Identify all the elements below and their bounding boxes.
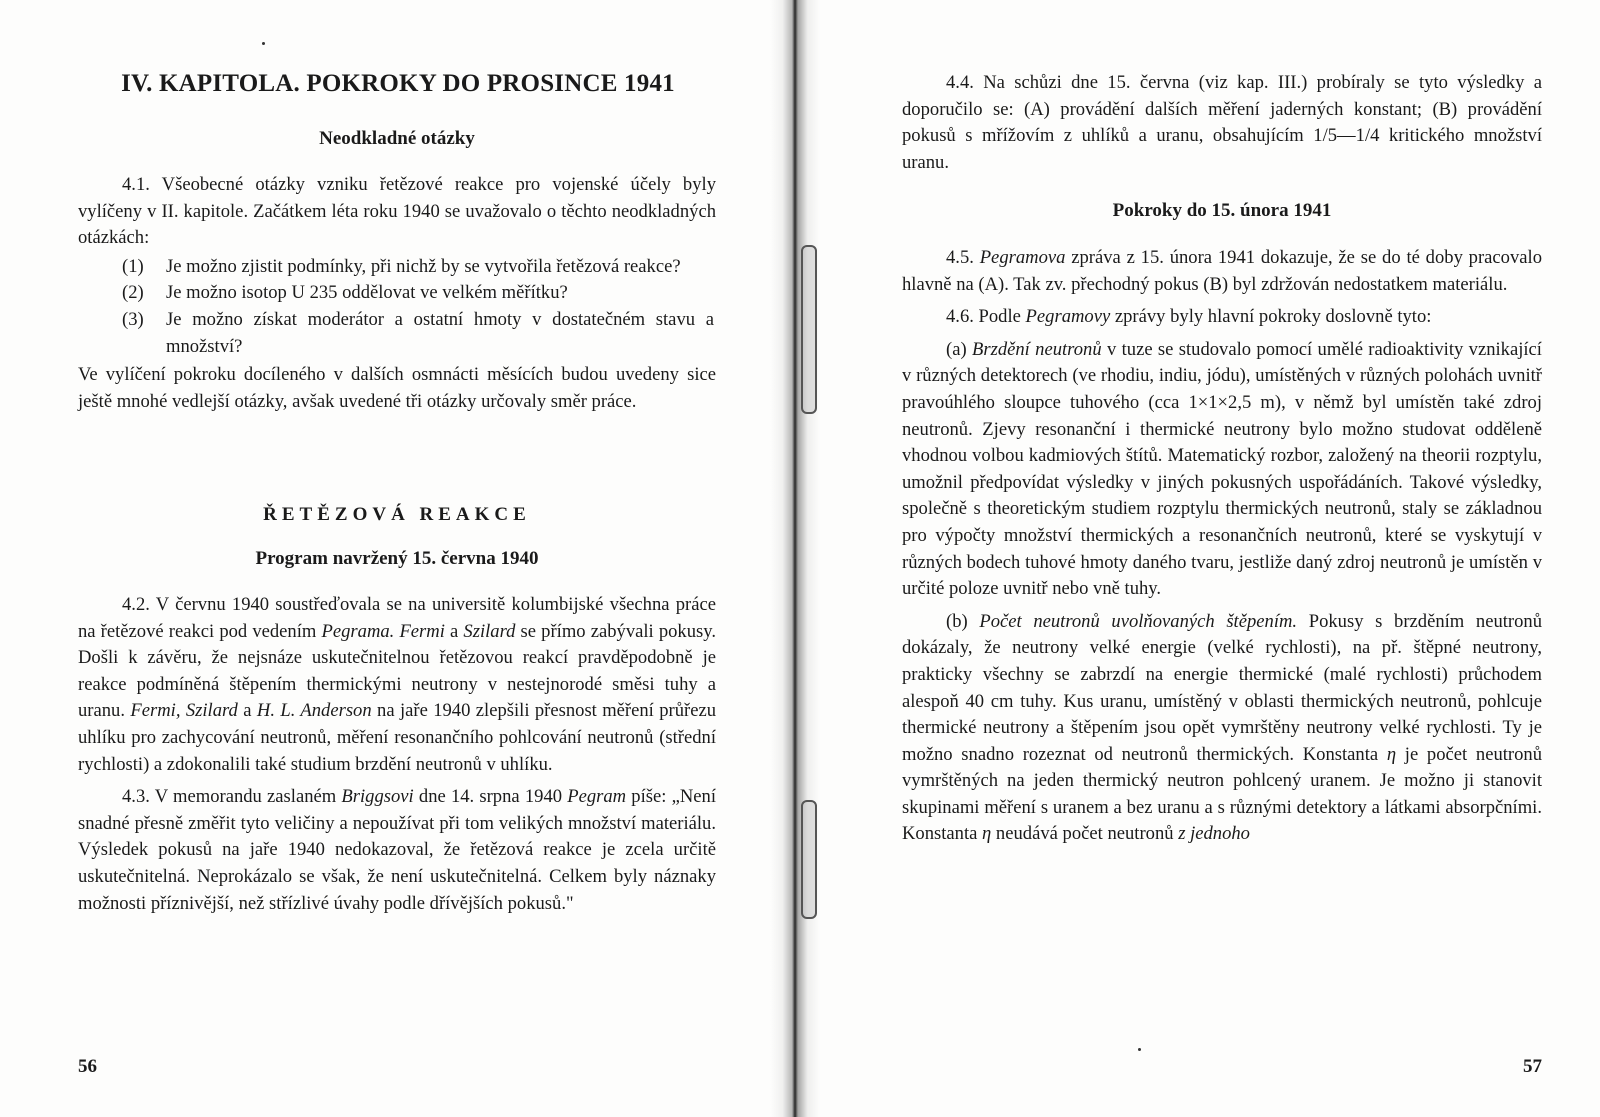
name-szilard: Szilard [463, 620, 516, 642]
text-run: 4.2. V červnu 1940 soustřeďovala se na universitě kolumbijské všechna práce na řetězové reakci pod vedením [78, 594, 716, 642]
item-label: (b) [946, 610, 980, 632]
text-run: v tuze se studovalo pomocí umělé radioaktivity vznikající v různých detektorech (ve rhodiu, indiu, jódu), umístěných v různých polohách uvnitř pravoúhlého sloupce tuhového (cca 1×1×2,5 m), v němž byl umístěn také zdroj neutronů. Zjevy resonanční i thermické neutrony bylo možno studovat odděleně vhodnou volbou kadmiových štítů. Matematický rozbor, založený na theorii rozptylu, umožnil předpovídat výsledky v jiných pokusných uspořádáních. Takové výsledky, společně s theoretickým studiem rozptylu thermických neutronů, staly se základnou pro výpočty množství thermických a resonančních neutronů, které se vyskytují v různých bodech tuhové hmoty daného tvaru, jestliže daný zdroj neutronů je umístěn v určité poloze uvnitř nebo vně tuhy. [902, 338, 1542, 600]
book-gutter [770, 0, 820, 1117]
page-number-right: 57 [1523, 1056, 1542, 1077]
question-number: (1) [122, 255, 144, 277]
name-fermi-szilard: Fermi, Szilard [130, 700, 238, 722]
paragraph-summary: Ve vylíčení pokroku docíleného v dalších osmnácti měsících budou uvedeny sice ještě mnohé vedlejší otázky, avšak uvedené tři otázky určovaly směr práce. [78, 364, 716, 412]
paragraph-4-5 [902, 245, 1542, 298]
text-run: neudává počet neutronů [991, 823, 1179, 845]
text-run-tail: z jednoho [1178, 823, 1250, 845]
paragraph-4-1: 4.1. Všeobecné otázky vzniku řetězové reakce pro vojenské účely byly vylíčeny v II. kapitole. Začátkem léta roku 1940 se uvažovalo o těchto neodkladných otázkách: [78, 174, 716, 249]
text-run: zprávy byly hlavní pokroky doslovně tyto: [1110, 306, 1432, 328]
text-run: 4.5. [946, 247, 980, 268]
text-run: na jaře 1940 zlepšili přesnost měření průřezu uhlíku pro zachycování neutronů, měření resonančního pohlcování neutronů (střední rychlosti) a zdokonalili také studium brzdění neutronů v uhlíku. [78, 700, 717, 775]
text-run: 4.3. V memorandu zaslaném [122, 786, 342, 808]
question-item [78, 307, 716, 360]
paragraph-b [902, 609, 1542, 848]
text-run: zpráva z 15. února 1941 dokazuje, že se do té doby pracovalo hlavně na (A). Tak zv. přechodný pokus (B) byl zdržován nedostatkem materiálu. [902, 247, 1542, 295]
section-heading-urgent: Neodkladné otázky [319, 128, 475, 149]
right-page [902, 0, 1542, 1117]
staple-bottom [801, 800, 817, 919]
text-run: 4.6. Podle [946, 306, 1026, 328]
section-heading-progress: Pokroky do 15. února 1941 [1112, 200, 1332, 221]
name-pegramova: Pegramova [979, 247, 1066, 268]
left-text-block-2 [78, 592, 716, 917]
paragraph-4-2 [78, 592, 716, 778]
left-text-block-1 [78, 172, 716, 415]
text-run: píše: „Není snadné přesně změřit tyto veličiny a nepoužívat při tom velikých množství materiálu. Výsledek pokusů na jaře 1940 nedokazoval, že řetězová reakce je zcela určitě uskutečnitelná. Neprokázalo se však, že není uskutečnitelná. Celkem byly náznaky možnosti příznivější, než střízlivé úvahy podle dřívějších pokusů." [78, 786, 717, 914]
paragraph-4-4: 4.4. Na schůzi dne 15. června (viz kap. III.) probíraly se tyto výsledky a doporučilo se: (A) provádění dalších měření jaderných konstant; (B) provádění pokusů s mřížovím z uhlíků a uranu, obsahujícím 1/5—1/4 kritického množství uranu. [902, 72, 1542, 173]
symbol-eta: η [1386, 743, 1397, 765]
paragraph-4-3 [78, 784, 716, 917]
name-pegramovy: Pegramovy [1025, 306, 1111, 328]
staple-top [801, 245, 817, 414]
name-anderson: H. L. Anderson [256, 700, 372, 722]
name-pegram: Pegram [567, 786, 627, 808]
paragraph-a [902, 337, 1542, 603]
text-run: a [237, 700, 257, 722]
item-title: Počet neutronů uvolňovaných štěpením. [979, 610, 1298, 632]
question-item [78, 254, 716, 281]
question-number: (3) [122, 308, 144, 330]
right-text-block-2 [902, 245, 1542, 848]
item-title: Brzdění neutronů [971, 338, 1102, 360]
text-run: dne 14. srpna 1940 [413, 786, 568, 808]
text-run: je počet neutronů vymrštěných na jeden thermický neutron pohlcený uranem. Je možno ji stanovit skupinami měření s uranem a bez uranu a s různými detektory a látkami absorpčními. Konstanta [902, 743, 1542, 845]
name-briggsovi: Briggsovi [341, 786, 414, 808]
subsection-heading-program: Program navržený 15. června 1940 [255, 548, 539, 569]
question-text: Je možno zjistit podmínky, při nichž by se vytvořila řetězová reakce? [166, 255, 681, 277]
page-number-left: 56 [78, 1056, 97, 1077]
question-text: Je možno získat moderátor a ostatní hmoty v dostatečném stavu a množství? [166, 308, 714, 357]
question-item [78, 280, 716, 307]
question-number: (2) [122, 282, 144, 304]
right-text-block-1 [902, 70, 1542, 176]
text-run: a [444, 620, 464, 642]
text-run: Pokusy s brzděním neutronů dokázaly, že neutrony velké energie (velké rychlosti), na př. štěpné neutrony, prakticky všechny se zabrzdí na energie thermické (malé rychlosti) průchodem alespoň 40 cm tuhy. Kus uranu, umístěný v oblasti thermických neutronů, pohlcuje thermické neutrony a štěpením jsou opět vymrštěny neutrony velké rychlosti. Ty je možno snadno rozeznat od neutronů thermických. Konstanta [902, 610, 1542, 765]
left-page [78, 0, 716, 1117]
symbol-eta: η [982, 823, 992, 845]
name-pegrama: Pegrama. Fermi [321, 620, 445, 642]
question-text: Je možno isotop U 235 oddělovat ve velkém měřítku? [166, 282, 568, 304]
paragraph-4-6 [902, 304, 1542, 331]
item-label: (a) [946, 338, 972, 360]
section-heading-chain-reaction: ŘETĚZOVÁ REAKCE [263, 504, 531, 525]
question-list [78, 254, 716, 360]
text-run: se přímo zabývali pokusy. Došli k závěru, že nejsnáze uskutečnitelnou řetězovou reakcí pravděpodobně je reakce podmíněná štěpením thermickými neutrony v nestejnorodé směsi tuhy a uranu. [78, 620, 716, 722]
chapter-title: IV. KAPITOLA. POKROKY DO PROSINCE 1941 [121, 70, 675, 97]
